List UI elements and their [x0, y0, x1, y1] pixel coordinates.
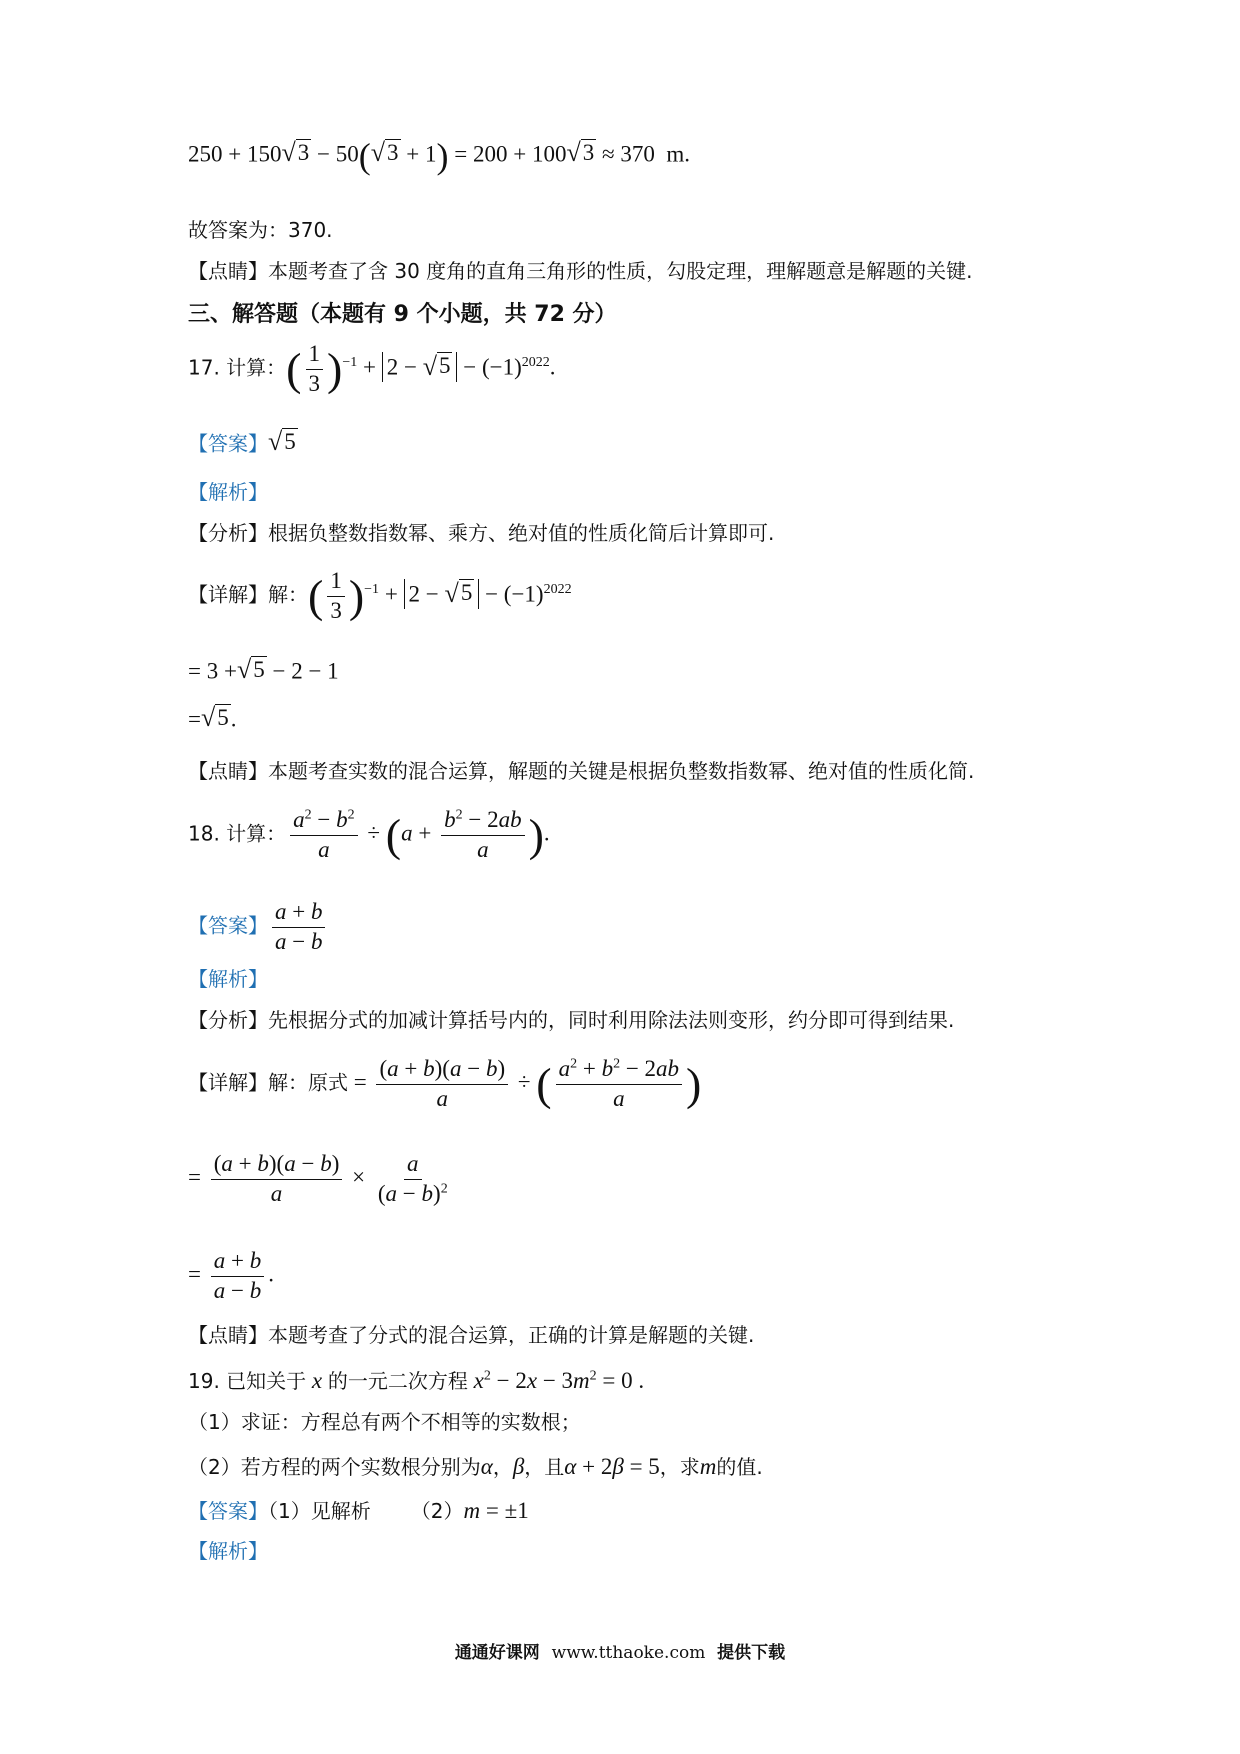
comment-text: 本题考查实数的混合运算，解题的关键是根据负整数指数幂、绝对值的性质化简.: [268, 759, 975, 783]
footer-suffix: 提供下载: [717, 1643, 786, 1663]
detail-lead: 解：: [268, 582, 308, 607]
q17-step1: = 3 + √ 5 − 2 − 1: [188, 655, 339, 685]
part-text: 的值.: [716, 1455, 763, 1479]
q17-statement: 17. 计算：( $\frac{1}{3}$ )$^{-1}$ + 2 − √ 5 − $(-1)^{2022}$.: [188, 341, 556, 396]
section-heading: 三、解答题（本题有 9 个小题，共 72 分）: [188, 302, 617, 327]
q19-answer: 【答案】（1）见解析 （2）m = ±1: [188, 1498, 529, 1523]
q19-statement: 19. 已知关于 x 的一元二次方程 $x^2 - 2x - 3m^2 = 0$ .: [188, 1368, 645, 1393]
answer-tag: 【答案】: [188, 913, 268, 938]
part-text: ，求: [659, 1455, 700, 1479]
exponent: 2022: [521, 354, 550, 370]
footer-url[interactable]: www.tthaoke.com: [551, 1643, 706, 1663]
analysis-tag: 【分析】: [188, 1008, 268, 1032]
q17-detail: 【详解】解：( $\frac{1}{3}$ )$^{-1}$ + 2 − √ 5 − $(-1)^{2022}$: [188, 568, 572, 623]
q19-number-mid: 的一元二次方程: [327, 1369, 468, 1393]
q17-answer: 【答案】 √ 5: [188, 427, 296, 457]
prev-equation: 250 + 150 √ 3 − 50( √ 3 + 1) = 200 + 100 √ 3 ≈ 370 m.: [188, 136, 691, 176]
q17-analysis: [188, 521, 774, 546]
answer-tag: 【答案】: [188, 1499, 268, 1523]
q19-part1: （1）求证：方程总有两个不相等的实数根；: [188, 1410, 581, 1434]
unit-label: m: [666, 141, 685, 167]
q18-analysis: [188, 1008, 954, 1033]
q19-jiexi-tag: 【解析】: [188, 1539, 268, 1563]
answer-tag: 【答案】: [188, 431, 268, 456]
q19-number: 19. 已知关于: [188, 1369, 307, 1393]
q18-comment: [188, 1323, 754, 1348]
analysis-text: 根据负整数指数幂、乘方、绝对值的性质化简后计算即可.: [268, 521, 775, 545]
exponent: 2022: [543, 581, 572, 597]
footer-site: 通通好课网: [454, 1643, 540, 1663]
q17-number: 17. 计算：: [188, 355, 287, 380]
comment-tag: 【点睛】: [188, 759, 268, 783]
detail-lead: 解：原式: [268, 1070, 348, 1095]
step-text: = 3 +: [188, 658, 237, 684]
analysis-text: 先根据分式的加减计算括号内的，同时利用除法法则变形，约分即可得到结果.: [268, 1008, 955, 1032]
part-text: ，且: [524, 1455, 565, 1479]
comment-tag: 【点睛】: [188, 1323, 268, 1347]
analysis-tag: 【分析】: [188, 521, 268, 545]
q18-number: 18. 计算：: [188, 821, 287, 846]
step-text: =: [188, 706, 201, 732]
q18-jiexi-tag: 【解析】: [188, 967, 268, 991]
q18-answer: 【答案】 $\frac{a + b}{a - b}$: [188, 898, 329, 957]
q18-step1: = $\frac{(a + b)(a - b)}{a}$ × $\frac{a}{(a - b)^2}$: [188, 1151, 448, 1206]
q17-jiexi-tag: 【解析】: [188, 480, 268, 504]
page-footer: [0, 1638, 1240, 1663]
q18-statement: 18. 计算： $\frac{a^2 - b^2}{a}$ ÷ (a + $\frac{b^2 - 2ab}{a}$ ).: [188, 807, 550, 862]
comment-text: 本题考查了含 30 度角的直角三角形的性质，勾股定理，理解题意是解题的关键.: [268, 259, 973, 283]
answer-part: （1）见解析: [268, 1499, 371, 1523]
detail-tag: 【详解】: [188, 582, 268, 607]
prev-comment: [188, 259, 973, 284]
prev-answer: 故答案为：370.: [188, 218, 333, 242]
part-text: （2）若方程的两个实数根分别为: [188, 1455, 481, 1479]
comment-tag: 【点睛】: [188, 259, 268, 283]
q18-step2: = $\frac{a + b}{a - b}$ .: [188, 1248, 274, 1303]
q17-step2: = √ 5 .: [188, 703, 237, 733]
detail-tag: 【详解】: [188, 1070, 268, 1095]
step-text: − 2 − 1: [272, 658, 339, 684]
comment-text: 本题考查了分式的混合运算，正确的计算是解题的关键.: [268, 1323, 755, 1347]
q18-detail: 【详解】解：原式 = $\frac{(a + b)(a - b)}{a}$ ÷ ( $\frac{a^2 + b^2 - 2ab}{a}$ ): [188, 1056, 702, 1111]
q17-comment: [188, 759, 974, 784]
q19-part2: （2）若方程的两个实数根分别为α，β，且α + 2β = 5，求m的值.: [188, 1454, 763, 1479]
exponent: −1: [364, 581, 380, 597]
exponent: −1: [342, 354, 358, 370]
answer-part: （2）: [410, 1499, 464, 1523]
